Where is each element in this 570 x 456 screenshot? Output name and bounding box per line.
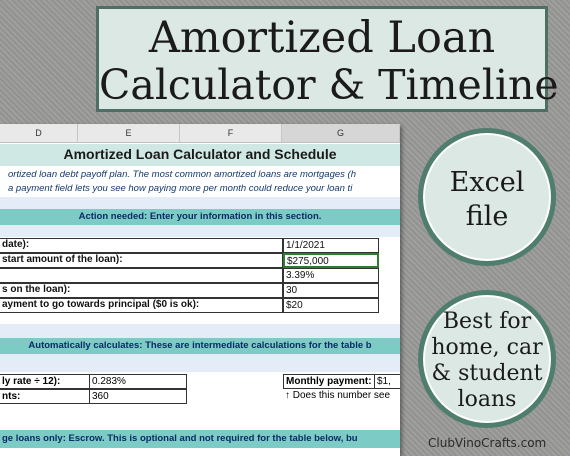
input-label-years: s on the loan): <box>2 284 71 295</box>
column-header-f[interactable]: F <box>180 124 282 142</box>
total-months-value[interactable]: 360 <box>89 389 187 404</box>
input-label-date: date): <box>2 239 30 250</box>
spreadsheet-preview <box>0 124 400 456</box>
monthly-rate-label: ly rate ÷ 12): <box>0 374 90 389</box>
input-row-rate <box>0 268 400 283</box>
column-header-g[interactable]: G <box>282 124 400 142</box>
intro-text-line1: ortized loan debt payoff plan. The most common amortized loans are mortgages (h <box>8 169 356 180</box>
total-months-label: nts: <box>0 389 90 404</box>
badge-text: file <box>465 201 509 232</box>
spacer-band <box>0 354 400 372</box>
spacer-band <box>0 324 400 338</box>
auto-band-text: Automatically calculates: These are intermediate calculations for the table b <box>28 340 372 351</box>
sheet-title: Amortized Loan Calculator and Schedule <box>63 146 337 162</box>
calc-row-months <box>0 389 400 404</box>
badge-text: Excel <box>449 167 525 198</box>
input-label-extra: ayment to go towards principal ($0 is ok): <box>2 299 200 310</box>
banner-title-line2: Calculator & Timeline <box>99 61 559 109</box>
column-header-d[interactable]: D <box>0 124 78 142</box>
spacer-band <box>0 406 400 428</box>
label-cell <box>0 268 283 283</box>
column-header-e[interactable]: E <box>78 124 180 142</box>
input-row-years <box>0 283 400 298</box>
banner-title-line1: Amortized Loan <box>148 13 496 63</box>
spacer-band <box>0 225 400 237</box>
intro-text-line2: a payment field lets you see how paying more per month could reduce your loan ti <box>8 183 353 194</box>
monthly-payment-label: Monthly payment: <box>283 374 375 389</box>
badge-text: loans <box>457 387 517 412</box>
badge-text: home, car <box>431 335 543 360</box>
column-header-row <box>0 124 400 143</box>
calc-row-rate <box>0 374 400 389</box>
label-cell <box>0 238 283 253</box>
input-cell-extra[interactable]: $20 <box>283 298 379 313</box>
site-credit: ClubVinoCrafts.com <box>428 436 547 450</box>
input-cell-amount[interactable]: $275,000 <box>283 253 379 268</box>
input-label-amount: start amount of the loan): <box>2 254 123 265</box>
title-banner <box>96 6 559 112</box>
payment-note: ↑ Does this number see <box>283 389 400 404</box>
best-for-badge <box>418 290 556 428</box>
action-band-text: Action needed: Enter your information in this section. <box>78 211 322 222</box>
input-row-date <box>0 238 400 253</box>
badge-text: & student <box>431 361 543 386</box>
escrow-band-text: ge loans only: Escrow. This is optional and not required for the table below, bu <box>2 433 358 444</box>
input-cell-rate[interactable]: 3.39% <box>283 268 379 283</box>
input-row-amount <box>0 253 400 268</box>
input-row-extra <box>0 298 400 313</box>
input-cell-date[interactable]: 1/1/2021 <box>283 238 379 253</box>
badge-text: Best for <box>442 309 532 334</box>
excel-file-badge <box>418 128 556 266</box>
monthly-rate-value[interactable]: 0.283% <box>89 374 187 389</box>
monthly-payment-value[interactable]: $1, <box>374 374 400 389</box>
spacer-band <box>0 197 400 209</box>
input-cell-years[interactable]: 30 <box>283 283 379 298</box>
